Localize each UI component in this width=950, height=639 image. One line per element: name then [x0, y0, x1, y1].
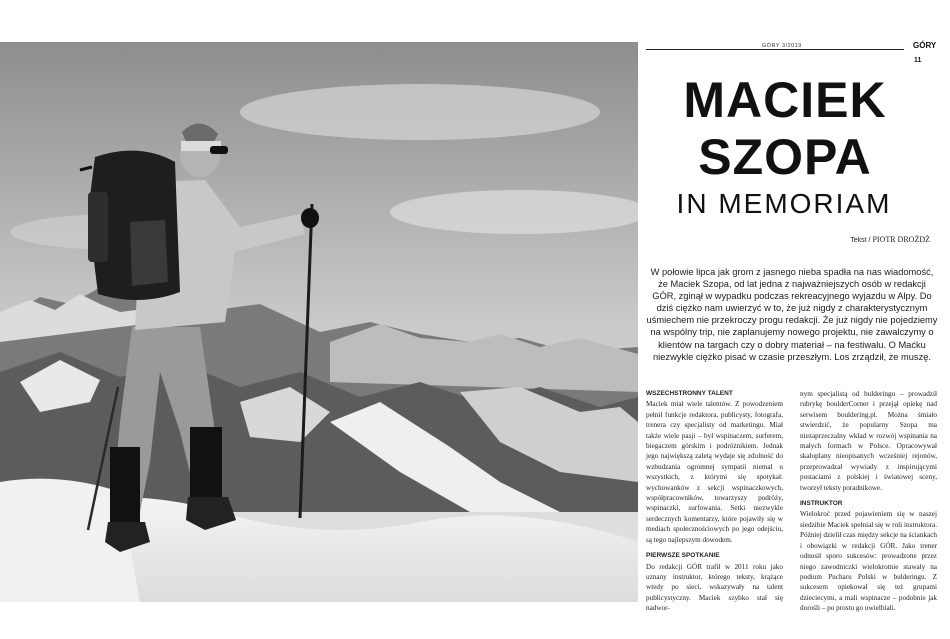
page-number: 11: [914, 57, 922, 64]
byline: [790, 235, 930, 244]
byline-author: PIOTR DROŻDŻ: [872, 235, 930, 244]
paragraph: nym specjalistą od bulderingu – prowadził rubrykę boulderCorner i przejął opiekę nad serwisem bouldering.pl. Można śmiało stwierdzić, że popularny Szopa ma niezaprzeczalny wkład w rozwój wspinania na małych formach w Polsce. Opracowywał skałoplany nieopisanych wcześniej rejonów, przeprowadzał wywiady z inspirującymi postaciami z polskiej i światowej sceny, tworzył teksty poradnikowe.: [800, 390, 937, 492]
section-heading: PIERWSZE SPOTKANIE: [646, 552, 720, 560]
byline-label: Tekst /: [850, 237, 871, 244]
article-title-line1: MACIEK: [683, 72, 887, 128]
hero-photo: [0, 42, 638, 602]
issue-label: GÓRY 3/2019: [762, 43, 802, 49]
paragraph: Wielokroć przed pojawieniem się w naszej siedzibie Maciek spełniał się w roli instruktora. Później dzielił czas między sekcje na ściankach i obowiązki w redakcji GÓR. Jako trener odnosił sporo sukcesów: prowadzone przez niego zawodniczki wielokrotnie stawały na podium Pucharu Polski w bulderingu. Z sukcesem opiekował się też grupami dzieciecymi, a mali wspinacze – podobnie jak dorośli – po prostu go uwielbiali.: [800, 510, 937, 613]
article-lede: W połowie lipca jak grom z jasnego nieba spadła na nas wiadomość, że Maciek Szopa, od lat jedna z najważniejszych osób w redakcji GÓR, zginął w wypadku podczas rekreacyjnego wyjazdu w Alpy. Do dziś ciężko nam uwierzyć w to, że już nigdy z charakterystycznym uśmiechem nie przekroczy progu redakcji. Że już nigdy nie pojedziemy na wspólny trip, nie zaplanujemy nowego projektu, nie zawalczymy o klientów na targach czy o dobry materiał – na festiwalu. O Maćku niezwykle ciężko pisać w czasie przeszłym. Los zrządził, że muszę.: [646, 267, 938, 362]
magazine-name: GÓRY: [913, 41, 937, 50]
article-column-1: [646, 389, 783, 614]
article-subtitle: IN MEMORIAM: [676, 188, 892, 219]
paragraph: Do redakcji GÓR trafił w 2011 roku jako uznany instruktor, którego teksty, krążące wtedy po sieci, wskazywały na talent publicystyczny. Maciek szybko stał się nadwor-: [646, 562, 783, 613]
paragraph: Maciek miał wiele talentów. Z powodzeniem pełnił funkcje redaktora, publicysty, fotografa, trenera czy specjalisty od marketingu. Miał także wiele pasji – był wspinaczem, surferem, biegaczem górskim i podróżnikiem. Jednak jego największą zaletą wydaje się zdolność do wzbudzania ogromnej sympatii niemal u wszystkich, z którymi się spotykał: wychowanków z sekcji wspinaczkowych, współpracowników, towarzyszy podróży, wspinaczki, surfowania. Setki niezwykle serdecznych komentarzy, które pojawiły się w mediach społecznościowych po jego odejściu, są tego najlepszym dowodem.: [646, 400, 783, 544]
climber-summit-illustration: [0, 42, 638, 602]
section-heading: WSZECHSTRONNY TALENT: [646, 390, 733, 397]
article-title-line2: SZOPA: [698, 129, 872, 185]
header-rule: [646, 49, 904, 50]
section-heading: INSTRUKTOR: [800, 500, 843, 508]
article-column-2: [800, 389, 937, 614]
